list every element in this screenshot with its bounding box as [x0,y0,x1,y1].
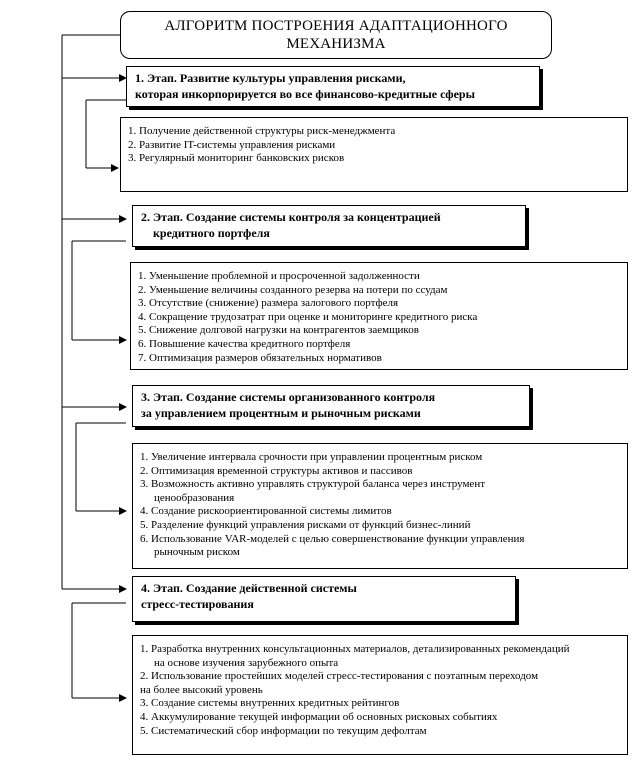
list-item: 4. Создание рискоориентированной системы лимитов [140,505,392,518]
list-item: 5. Разделение функций управления рисками от функций бизнес-линий [140,518,471,531]
branch-4 [72,603,126,698]
list-item: 6. Использование VAR-моделей с целью совершенствование функции управления [140,532,525,545]
stage-2-header-line-2: кредитного портфеля [153,226,270,240]
list-item: 1. Уменьшение проблемной и просроченной задолженности [138,270,420,282]
title-box [120,11,552,59]
list-item: на основе изучения зарубежного опыта [154,656,339,669]
title-line-2: МЕХАНИЗМА [286,36,386,52]
list-item: 1. Увеличение интервала срочности при управлении процентным риском [140,451,483,463]
stage-1-header-line-1: 1. Этап. Развитие культуры управления рисками, [135,71,406,85]
list-item: 3. Регулярный мониторинг банковских рисков [128,152,345,165]
stage-4-list [132,635,628,755]
list-item: 5. Снижение долговой нагрузки на контрагентов заемщиков [138,324,419,337]
list-item: 4. Аккумулирование текущей информации об основных рисковых событиях [140,710,498,723]
branch-2 [72,241,126,340]
list-item: 1. Разработка внутренних консультационных материалов, детализированных рекомендаций [140,643,570,655]
list-item: 2. Уменьшение величины созданного резерва на потери по ссудам [138,283,448,296]
branch-3 [76,423,126,511]
stage-4-box [132,576,516,622]
stage-2-box [132,205,526,247]
list-item: рыночным риском [154,546,240,559]
title-line-1: АЛГОРИТМ ПОСТРОЕНИЯ АДАПТАЦИОННОГО [164,18,508,34]
stage-3-list [132,443,628,569]
list-item: 3. Создание системы внутренних кредитных рейтингов [140,697,400,710]
list-item: на более высокий уровень [140,683,263,696]
stage-4-header-line-2: стресс-тестирования [141,597,254,611]
list-item: 7. Оптимизация размеров обязательных нормативов [138,351,382,364]
stage-1-box [126,66,540,107]
stage-1-list [120,117,628,192]
stage-3-header-line-1: 3. Этап. Создание системы организованного контроля [141,390,436,404]
list-item: 1. Получение действенной структуры риск-менеджмента [128,125,396,137]
stage-3-header-line-2: за управлением процентным и рыночным рисками [141,406,421,420]
list-item: 4. Сокращение трудозатрат при оценке и мониторинге кредитного риска [138,310,478,323]
list-item: 6. Повышение качества кредитного портфеля [138,337,351,350]
stage-4-header-line-1: 4. Этап. Создание действенной системы [141,581,357,595]
stage-3-box [132,385,530,427]
stage-1-header-line-2: которая инкорпорируется во все финансово-кредитные сферы [135,87,475,101]
list-item: 5. Систематический сбор информации по текущим дефолтам [140,724,427,737]
list-item: ценообразования [154,491,235,504]
list-item: 2. Развитие IT-системы управления рисками [128,138,336,151]
list-item: 2. Использование простейших моделей стресс-тестирования с поэтапным переходом [140,670,539,683]
stage-2-list [130,262,628,370]
stage-2-header-line-1: 2. Этап. Создание системы контроля за концентрацией [141,210,441,224]
list-item: 3. Возможность активно управлять структурой баланса через инструмент [140,478,486,491]
list-item: 2. Оптимизация временной структуры активов и пассивов [140,464,413,477]
list-item: 3. Отсутствие (снижение) размера залогового портфеля [138,297,399,310]
